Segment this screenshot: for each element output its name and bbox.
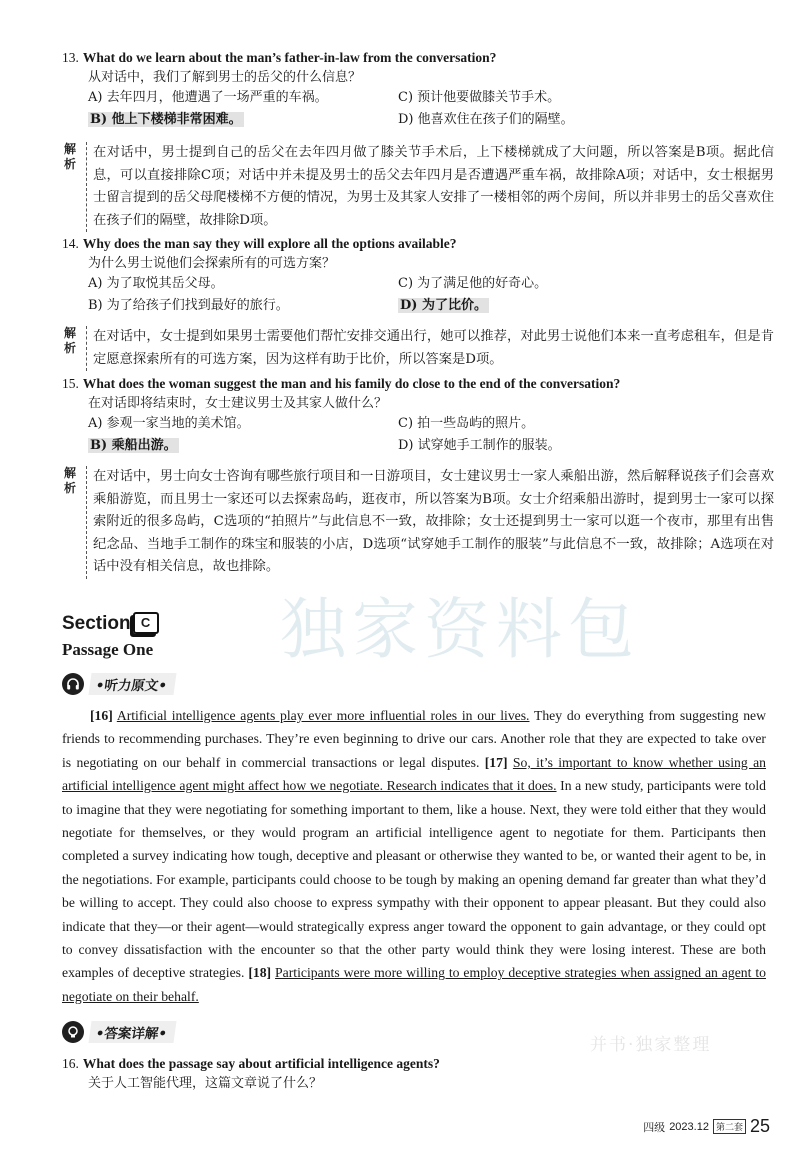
option-c: C) 为了满足他的好奇心。 xyxy=(398,276,548,291)
option-a: A) 为了取悦其岳父母。 xyxy=(88,276,224,291)
question-number: 16. xyxy=(62,1056,79,1071)
analysis-tag: 解析 xyxy=(63,326,76,355)
banner-label: •答案详解• xyxy=(88,1021,176,1043)
question-translation: 为什么男士说他们会探索所有的可选方案？ xyxy=(88,256,336,271)
question-16 xyxy=(62,1054,762,1094)
passage-body-1: They do everything from suggesting new friends to recommending purchases. They’re even beginning to drive our cars. Another role that they are expected to take over is negotiating on our behalf in commercial transactions or legal disputes. xyxy=(62,708,766,770)
analysis-14 xyxy=(62,326,774,372)
option-a: A) 去年四月，他遭遇了一场严重的车祸。 xyxy=(88,90,328,105)
option-d: D) 他喜欢住在孩子们的隔壁。 xyxy=(398,112,574,127)
analysis-tag: 解析 xyxy=(63,466,76,495)
key-sentence-17: So, it’s important to know whether using an artificial intelligence agent might affect how we negotiate. Research indicates that it does. xyxy=(62,754,767,794)
options xyxy=(62,274,762,316)
exam-level: 四级 xyxy=(643,1121,666,1134)
question-tag-18: [18] xyxy=(248,965,272,981)
paper-set: 第二套 xyxy=(713,1119,746,1134)
option-b: B) 为了给孩子们找到最好的旅行。 xyxy=(88,298,289,313)
analysis-15 xyxy=(62,466,774,580)
option-d: D) 试穿她手工制作的服装。 xyxy=(398,438,561,453)
key-sentence-16: Artificial intelligence agents play ever more influential roles in our lives. xyxy=(116,708,530,723)
question-translation: 关于人工智能代理，这篇文章说了什么？ xyxy=(88,1076,323,1091)
options xyxy=(62,414,762,456)
question-translation: 在对话即将结束时，女士建议男士及其家人做什么？ xyxy=(88,396,388,411)
question-stem: What does the woman suggest the man and his family do close to the end of the conversation? xyxy=(82,376,621,391)
section-letter-box: C xyxy=(133,612,159,634)
question-number: 14. xyxy=(62,236,79,251)
option-c: C) 拍一些岛屿的照片。 xyxy=(398,416,535,431)
key-sentence-18: Participants were more willing to employ deceptive strategies when assigned an agent to negotiate on their behalf. xyxy=(62,965,766,1004)
option-d xyxy=(398,296,758,316)
question-tag-17: [17] xyxy=(484,754,508,770)
options xyxy=(62,88,762,130)
option-a: A) 参观一家当地的美术馆。 xyxy=(88,416,250,431)
analysis-text: 在对话中，女士提到如果男士需要他们帮忙安排交通出行，她可以推荐，对此男士说他们本来一直考虑租车，但是肯定愿意探索所有的可选方案，因为这样有助于比价，所以答案是D项。 xyxy=(86,326,774,371)
question-stem: Why does the man say they will explore all the options available? xyxy=(82,236,457,251)
passage-body-2: In a new study, participants were told to imagine that they were negotiating for something important to them, like a house. Next, they were told either that they would negotiate for themselves, or they would program an artificial intelligence agent to negotiate for them. Participants then completed a survey indicating how tough, deceptive and pleasant or otherwise they wanted to be, or wanted their agent to be, in the negotiations. For example, participants could choose to be tough by making an opening demand far greater than what they’d be willing to accept. They could also choose to express sympathy with their opponent to appear pleasant. But they could also indicate that they—or their agent—would strategically express anger toward the opponent to gain advantage, or they could opt to convey dissatisfaction with the encounter so that the other party would think they were losing interest. These are both examples of deceptive strategies. xyxy=(62,778,766,981)
analysis-text: 在对话中，男士提到自己的岳父在去年四月做了膝关节手术后，上下楼梯就成了大问题，所以答案是B项。据此信息，可以直接排除C项；对话中并未提及男士的岳父去年四月是否遭遇严重车祸，故排除A项；对话中，女士根据男士留言提到的岳父母爬楼梯不方便的情况，为男士及其家人安排了一楼相邻的两个房间，所以并非男士的岳父喜欢住在孩子们的隔壁，故排除D项。 xyxy=(86,142,774,232)
headphones-icon xyxy=(62,673,84,695)
passage-heading: Passage One xyxy=(62,640,154,659)
question-number: 15. xyxy=(62,376,79,391)
page-footer xyxy=(643,1116,770,1137)
watermark: 独家资料包 xyxy=(280,591,640,668)
question-tag-16: [16] xyxy=(90,708,113,723)
question-13 xyxy=(62,48,762,130)
correct-answer: B) 乘船出游。 xyxy=(90,438,177,453)
question-number: 13. xyxy=(62,50,79,65)
banner-label: •听力原文• xyxy=(88,673,176,695)
page-number: 25 xyxy=(749,1116,770,1136)
listening-script-banner xyxy=(62,672,175,696)
analysis-text: 在对话中，男士向女士咨询有哪些旅行项目和一日游项目，女士建议男士一家人乘船出游，然后解释说孩子们会喜欢乘船游览，而且男士一家还可以去探索岛屿，逛夜市，所以答案为B项。女士介绍乘船出游时，提到男士一家可以探索附近的很多岛屿，C选项的“拍照片”与此信息不一致，故排除；女士还提到男士一家可以逛一个夜市，那里有出售纪念品、当地手工制作的珠宝和服装的小店，D选项“试穿她手工制作的服装”与此信息不一致，故排除；A选项在对话中没有相关信息，故也排除。 xyxy=(86,466,774,579)
question-14 xyxy=(62,234,762,316)
analysis-tag: 解析 xyxy=(63,142,76,171)
section-title: Section xyxy=(62,613,131,634)
section-heading xyxy=(62,612,159,635)
option-c: C) 预计他要做膝关节手术。 xyxy=(398,90,561,105)
question-translation: 从对话中，我们了解到男士的岳父的什么信息？ xyxy=(88,70,362,85)
option-b xyxy=(88,110,398,130)
option-b xyxy=(88,436,398,456)
answer-explanation-banner xyxy=(62,1020,175,1044)
question-stem: What does the passage say about artificial intelligence agents? xyxy=(82,1056,440,1071)
question-stem: What do we learn about the man’s father-in-law from the conversation? xyxy=(82,50,497,65)
passage-text xyxy=(62,704,766,1008)
question-15 xyxy=(62,374,762,456)
analysis-13 xyxy=(62,142,774,232)
lightbulb-icon xyxy=(62,1021,84,1043)
exam-date: 2023.12 xyxy=(669,1120,709,1133)
correct-answer: B) 他上下楼梯非常困难。 xyxy=(90,112,242,127)
watermark-text: 并书·独家整理 xyxy=(590,1035,712,1055)
correct-answer: D) 为了比价。 xyxy=(400,298,487,313)
